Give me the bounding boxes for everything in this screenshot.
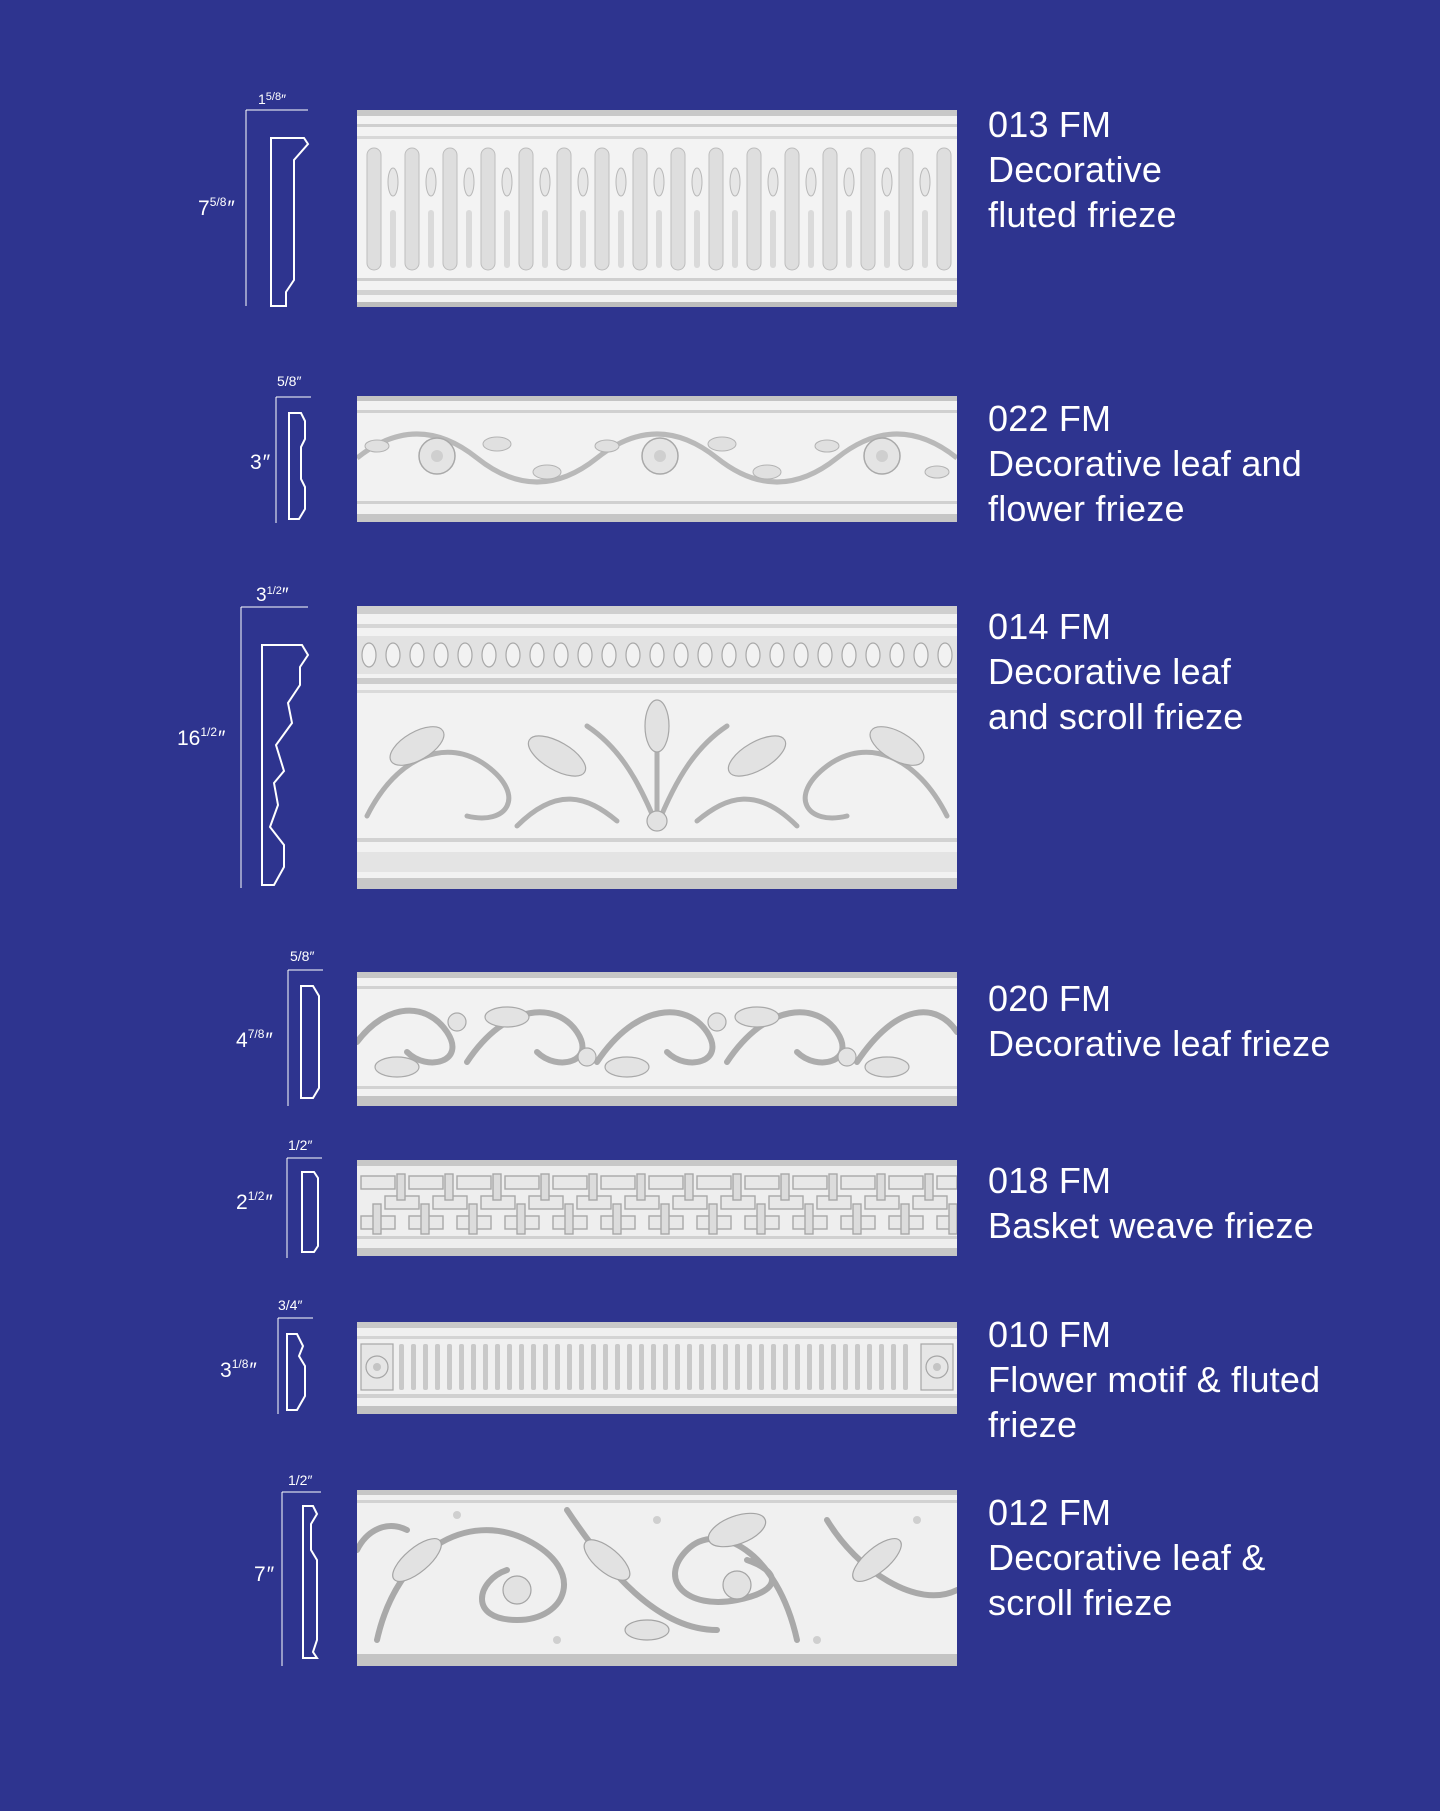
product-name-line: Decorative leaf	[988, 651, 1232, 692]
product-name-line: scroll frieze	[988, 1582, 1173, 1623]
profile-drawing	[286, 1156, 326, 1260]
height-dimension: $4^{7/8}''$	[236, 1027, 272, 1052]
depth-dimension: $3^{1/2}''$	[256, 585, 289, 606]
product-name-line: flower frieze	[988, 488, 1185, 529]
product-name-line: fluted frieze	[988, 194, 1177, 235]
product-code: 013 FM	[988, 104, 1112, 145]
leaf-scroll-frieze-image	[357, 606, 957, 889]
product-code: 010 FM	[988, 1314, 1112, 1355]
product-label	[988, 1158, 1314, 1248]
height-dimension: $2^{1/2}''$	[236, 1189, 272, 1214]
height-dimension: $7^{5/8}''$	[198, 195, 234, 220]
product-name-line: Decorative leaf and	[988, 443, 1302, 484]
profile-drawing	[275, 395, 315, 525]
product-name-line: frieze	[988, 1404, 1078, 1445]
product-name-line: Basket weave frieze	[988, 1205, 1314, 1246]
depth-dimension: 1/2″	[288, 1472, 313, 1488]
depth-dimension: $1^{5/8}''$	[258, 91, 287, 107]
height-dimension: $3^{1/8}''$	[220, 1357, 256, 1382]
leaf-frieze-image	[357, 972, 957, 1106]
profile-drawing	[281, 1490, 325, 1668]
depth-dimension: 3/4″	[278, 1297, 303, 1313]
product-code: 022 FM	[988, 398, 1112, 439]
product-code: 018 FM	[988, 1160, 1112, 1201]
leaf-scroll-frieze-image	[357, 1490, 957, 1666]
product-label	[988, 604, 1244, 739]
product-label	[988, 976, 1331, 1066]
leaf-flower-frieze-image	[357, 396, 957, 522]
product-label	[988, 396, 1302, 531]
height-dimension: 3″	[250, 451, 270, 474]
profile-drawing	[277, 1316, 317, 1416]
product-name-line: Decorative	[988, 149, 1163, 190]
profile-drawing	[240, 605, 312, 890]
height-dimension: 7″	[254, 1563, 274, 1586]
profile-drawing	[287, 968, 327, 1108]
product-label	[988, 1490, 1266, 1625]
fluted-frieze-image	[357, 110, 957, 307]
profile-drawing	[246, 108, 312, 308]
product-code: 014 FM	[988, 606, 1112, 647]
depth-dimension: 1/2″	[288, 1137, 313, 1153]
depth-dimension: 5/8″	[277, 373, 302, 389]
product-code: 012 FM	[988, 1492, 1112, 1533]
depth-dimension: 5/8″	[290, 948, 315, 964]
product-label	[988, 102, 1177, 237]
product-label	[988, 1312, 1320, 1447]
product-code: 020 FM	[988, 978, 1112, 1019]
product-name-line: Flower motif & fluted	[988, 1359, 1321, 1400]
height-dimension: $16^{1/2}''$	[177, 725, 225, 750]
flower-fluted-frieze-image	[357, 1322, 957, 1414]
product-name-line: and scroll frieze	[988, 696, 1244, 737]
basket-weave-frieze-image	[357, 1160, 957, 1256]
product-name-line: Decorative leaf frieze	[988, 1023, 1331, 1064]
product-name-line: Decorative leaf &	[988, 1537, 1266, 1578]
